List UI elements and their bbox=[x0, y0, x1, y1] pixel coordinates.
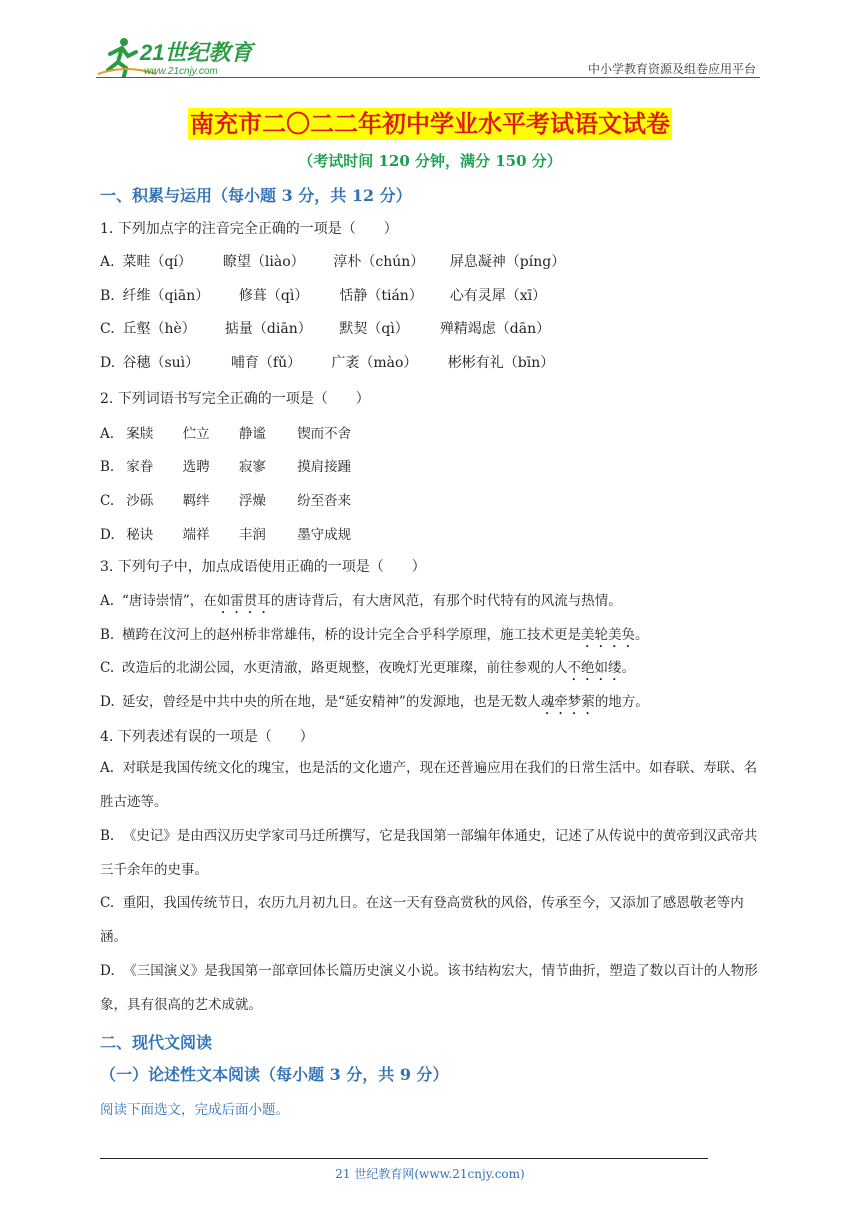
header-divider bbox=[96, 77, 760, 78]
option-item: 掂量（diān） bbox=[224, 321, 312, 337]
option-item: 案牍 bbox=[126, 426, 154, 442]
q1-option-a[interactable] bbox=[100, 251, 565, 271]
q1-option-b[interactable] bbox=[100, 285, 546, 305]
exam-info: （考试时间 120 分钟，满分 150 分） bbox=[298, 152, 562, 170]
option-item: 墨守成规 bbox=[297, 527, 352, 543]
option-item: 家眷 bbox=[126, 459, 154, 475]
option-item: 殚精竭虑（dān） bbox=[439, 321, 551, 337]
option-item: 彬彬有礼（bīn） bbox=[447, 355, 555, 371]
option-text: 的地方。 bbox=[594, 694, 649, 710]
logo-url: www.21cnjy.com bbox=[144, 66, 218, 77]
q3-option-a[interactable] bbox=[100, 589, 622, 617]
option-text: “唐诗崇情”，在 bbox=[122, 593, 217, 609]
option-item: 锲而不舍 bbox=[297, 426, 352, 442]
option-text: 延安，曾经是中共中央的所在地，是“延安精神”的发源地，也是无数人 bbox=[122, 694, 541, 710]
option-text: 的唐诗背后，有大唐风范，有那个时代特有的风流与热情。 bbox=[270, 593, 622, 609]
option-item: 屏息凝神（píng） bbox=[449, 254, 566, 270]
q1-option-c[interactable] bbox=[100, 318, 550, 338]
option-label: D. bbox=[100, 963, 115, 979]
option-item: 秘诀 bbox=[126, 527, 154, 543]
question-1-stem: 1. 下列加点字的注音完全正确的一项是（ ） bbox=[100, 221, 398, 237]
option-item: 淳朴（chún） bbox=[333, 254, 425, 270]
q2-option-b[interactable] bbox=[100, 455, 351, 475]
option-item: 浮燥 bbox=[238, 493, 266, 509]
subsection-heading: （一）论述性文本阅读（每小题 3 分，共 9 分） bbox=[100, 1065, 449, 1084]
option-text: 重阳，我国传统节日，农历九月初九日。在这一天有登高赏秋的风俗，传承至今，又添加了感恩敬老等内涵。 bbox=[100, 895, 744, 945]
option-label: B. bbox=[100, 288, 115, 304]
option-label: B. bbox=[100, 828, 115, 844]
q2-option-a[interactable] bbox=[100, 422, 351, 442]
dotted-idiom: 如雷贯耳 bbox=[216, 593, 271, 609]
option-label: A. bbox=[100, 593, 115, 609]
option-item: 菜畦（qí） bbox=[122, 254, 192, 270]
option-text: 对联是我国传统文化的瑰宝，也是活的文化遗产，现在还普遍应用在我们的日常生活中。如春联、寿联、名胜古迹等。 bbox=[100, 760, 758, 810]
option-label: A. bbox=[100, 426, 115, 442]
question-4-stem: 4. 下列表述有误的一项是（ ） bbox=[100, 729, 314, 745]
option-item: 伫立 bbox=[182, 426, 210, 442]
option-item: 沙砾 bbox=[126, 493, 154, 509]
option-item: 羁绊 bbox=[182, 493, 210, 509]
option-label: D. bbox=[100, 355, 116, 371]
option-label: C. bbox=[100, 660, 115, 676]
option-label: A. bbox=[100, 760, 115, 776]
option-item: 哺育（fǔ） bbox=[230, 355, 302, 371]
option-item: 丰润 bbox=[238, 527, 266, 543]
q4-option-c[interactable] bbox=[100, 886, 762, 954]
option-text: 《三国演义》是我国第一部章回体长篇历史演义小说。该书结构宏大，情节曲折，塑造了数以百计的人物形象，具有很高的艺术成就。 bbox=[100, 963, 758, 1013]
option-text: 。 bbox=[621, 660, 635, 676]
footer-divider bbox=[100, 1158, 708, 1159]
q2-option-d[interactable] bbox=[100, 523, 351, 543]
dotted-idiom: 美轮美奂 bbox=[581, 627, 635, 643]
option-item: 丘壑（hè） bbox=[122, 321, 196, 337]
option-text: 《史记》是由西汉历史学家司马迁所撰写，它是我国第一部编年体通史，记述了从传说中的黄帝到汉武帝共三千余年的史事。 bbox=[100, 828, 758, 878]
dotted-idiom: 不绝如缕 bbox=[567, 660, 622, 676]
section-heading-1: 一、积累与运用（每小题 3 分，共 12 分） bbox=[100, 186, 412, 205]
page-title: 南充市二〇二二年初中学业水平考试语文试卷 bbox=[190, 110, 670, 138]
section-heading-2: 二、现代文阅读 bbox=[100, 1033, 213, 1052]
page-header bbox=[0, 0, 860, 80]
option-label: A. bbox=[100, 254, 115, 270]
option-text: 改造后的北湖公园，水更清澈，路更规整，夜晚灯光更璀璨，前往参观的人 bbox=[122, 660, 568, 676]
question-2-stem: 2. 下列词语书写完全正确的一项是（ ） bbox=[100, 391, 370, 407]
q4-option-b[interactable] bbox=[100, 819, 762, 887]
option-item: 摸肩接踵 bbox=[297, 459, 352, 475]
q3-option-b[interactable] bbox=[100, 623, 649, 651]
option-label: C. bbox=[100, 895, 115, 911]
option-item: 静谧 bbox=[238, 426, 266, 442]
option-item: 修葺（qì） bbox=[238, 288, 309, 304]
question-3-stem: 3. 下列句子中，加点成语使用正确的一项是（ ） bbox=[100, 559, 426, 575]
option-item: 心有灵犀（xī） bbox=[449, 288, 547, 304]
q4-option-d[interactable] bbox=[100, 954, 762, 1022]
logo-text: 21世纪教育 bbox=[140, 40, 253, 65]
q4-option-a[interactable] bbox=[100, 751, 762, 819]
option-label: C. bbox=[100, 321, 115, 337]
option-label: B. bbox=[100, 459, 115, 475]
option-item: 瞭望（liào） bbox=[222, 254, 305, 270]
dotted-idiom: 魂牵梦萦 bbox=[540, 694, 595, 710]
header-platform-text: 中小学教育资源及组卷应用平台 bbox=[587, 62, 756, 76]
option-text: 。 bbox=[635, 627, 649, 643]
option-label: B. bbox=[100, 627, 115, 643]
site-logo bbox=[96, 34, 266, 78]
option-item: 谷穗（suì） bbox=[122, 355, 200, 371]
q1-option-d[interactable] bbox=[100, 352, 554, 372]
option-item: 选聘 bbox=[182, 459, 210, 475]
q2-option-c[interactable] bbox=[100, 489, 351, 509]
q3-option-c[interactable] bbox=[100, 656, 635, 684]
option-item: 纤维（qiān） bbox=[122, 288, 210, 304]
page-footer[interactable]: 21 世纪教育网(www.21cnjy.com) bbox=[335, 1167, 525, 1181]
title-row bbox=[0, 108, 860, 140]
option-item: 广袤（mào） bbox=[331, 355, 418, 371]
option-label: C. bbox=[100, 493, 115, 509]
option-item: 恬静（tián） bbox=[339, 288, 423, 304]
option-item: 寂寥 bbox=[238, 459, 266, 475]
option-item: 默契（qì） bbox=[339, 321, 409, 337]
reading-instruction: 阅读下面选文，完成后面小题。 bbox=[100, 1102, 289, 1118]
option-label: D. bbox=[100, 527, 115, 543]
option-item: 端祥 bbox=[182, 527, 210, 543]
option-label: D. bbox=[100, 694, 115, 710]
q3-option-d[interactable] bbox=[100, 690, 649, 718]
option-text: 横跨在汶河上的赵州桥非常雄伟，桥的设计完全合乎科学原理，施工技术更是 bbox=[122, 627, 581, 643]
option-item: 纷至沓来 bbox=[297, 493, 352, 509]
